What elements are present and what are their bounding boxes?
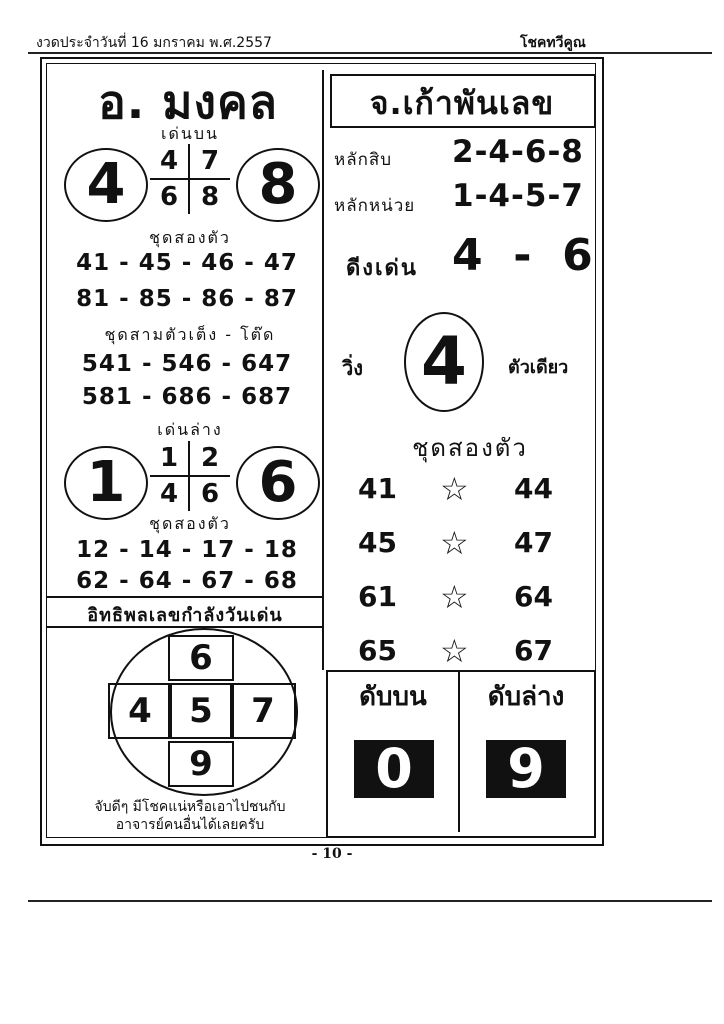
closed-top-digit: 0 [375,737,413,800]
section-rule [46,596,323,598]
bottom-label: เด่นล่าง [157,420,223,439]
pair-left: 41 [358,472,397,505]
top-left-circle: 4 [64,148,148,222]
two-digit-label: ชุดสองตัว [149,228,231,247]
footer-rule [28,900,712,902]
issue-date: งวดประจำวันที่ 16 มกราคม พ.ศ.2557 [36,35,272,51]
bottom-two-row: 12 - 14 - 17 - 18 [76,537,298,563]
units-value: 1-4-5-7 [452,178,584,214]
run-label: วิ่ง [342,356,363,380]
star-icon: ☆ [440,470,469,508]
closed-bottom-label: ดับล่าง [487,682,565,712]
star-icon: ☆ [440,524,469,562]
pick-label: ดีงเด่น [346,256,418,281]
two-digit-row: 81 - 85 - 86 - 87 [76,286,298,312]
header-rule [28,52,712,54]
pair-right: 47 [514,526,553,559]
closed-bottom-digit-block [486,737,566,800]
single-label: ตัวเดียว [508,357,569,378]
top-grid [150,144,230,214]
closed-top-digit-block [354,737,434,800]
pairs-label: ชุดสองตัว [412,434,528,462]
top-grid-cell: 4 [150,144,190,180]
star-icon: ☆ [440,632,469,670]
bottom-grid [150,441,230,511]
three-digit-label: ชุดสามตัวเต็ง - โต๊ด [104,325,276,344]
column-divider [322,70,324,670]
power-digit-center: 5 [168,683,234,739]
tens-label: หลักสิบ [334,150,393,170]
run-circle: 4 [404,312,484,412]
top-right-circle: 8 [236,148,320,222]
power-digit-top: 6 [168,635,234,681]
top-grid-cell: 8 [200,182,220,212]
bottom-two-row: 62 - 64 - 67 - 68 [76,568,298,594]
pair-left: 61 [358,580,397,613]
two-digit-row: 41 - 45 - 46 - 47 [76,250,298,276]
power-digit-bottom: 9 [168,741,234,787]
pair-right: 67 [514,634,553,667]
footer-note: จับดีๆ มีโชคแน่หรือเอาไปชนกับ [94,799,286,815]
three-digit-row: 541 - 546 - 647 [81,351,293,377]
bottom-grid-cell: 1 [150,441,190,477]
closed-top-label: ดับบน [359,682,427,712]
pick-value: 4 - 6 [452,230,593,281]
power-digit-right: 7 [230,683,296,739]
units-label: หลักหน่วย [334,196,416,216]
pair-left: 65 [358,634,397,667]
top-grid-cell: 7 [190,144,230,180]
bottom-two-label: ชุดสองตัว [149,514,231,533]
bottom-grid-cell: 4 [150,477,190,511]
tens-value: 2-4-6-8 [452,134,584,170]
pair-left: 45 [358,526,397,559]
closed-divider [458,672,460,832]
section-rule [46,626,323,628]
publication-name: โชคทวีคูณ [520,35,586,51]
bottom-right-circle: 6 [236,446,320,520]
pair-right: 44 [514,472,553,505]
pair-right: 64 [514,580,553,613]
top-grid-cell: 6 [150,180,190,214]
top-label: เด่นบน [161,124,219,143]
three-digit-row: 581 - 686 - 687 [81,384,293,410]
power-digit-left: 4 [108,683,172,739]
power-title: อิทธิพลเลขกำลังวันเด่น [87,605,283,626]
footer-note: อาจารย์คนอื่นได้เลยครับ [115,817,265,833]
star-icon: ☆ [440,578,469,616]
bottom-grid-cell: 6 [200,479,220,509]
closed-bottom-digit: 9 [507,737,545,800]
left-title: อ. มงคล [98,75,278,129]
right-title: จ.เก้าพันเลข [369,84,555,122]
bottom-grid-cell: 2 [190,441,230,477]
page-number: - 10 - [311,846,353,862]
bottom-left-circle: 1 [64,446,148,520]
